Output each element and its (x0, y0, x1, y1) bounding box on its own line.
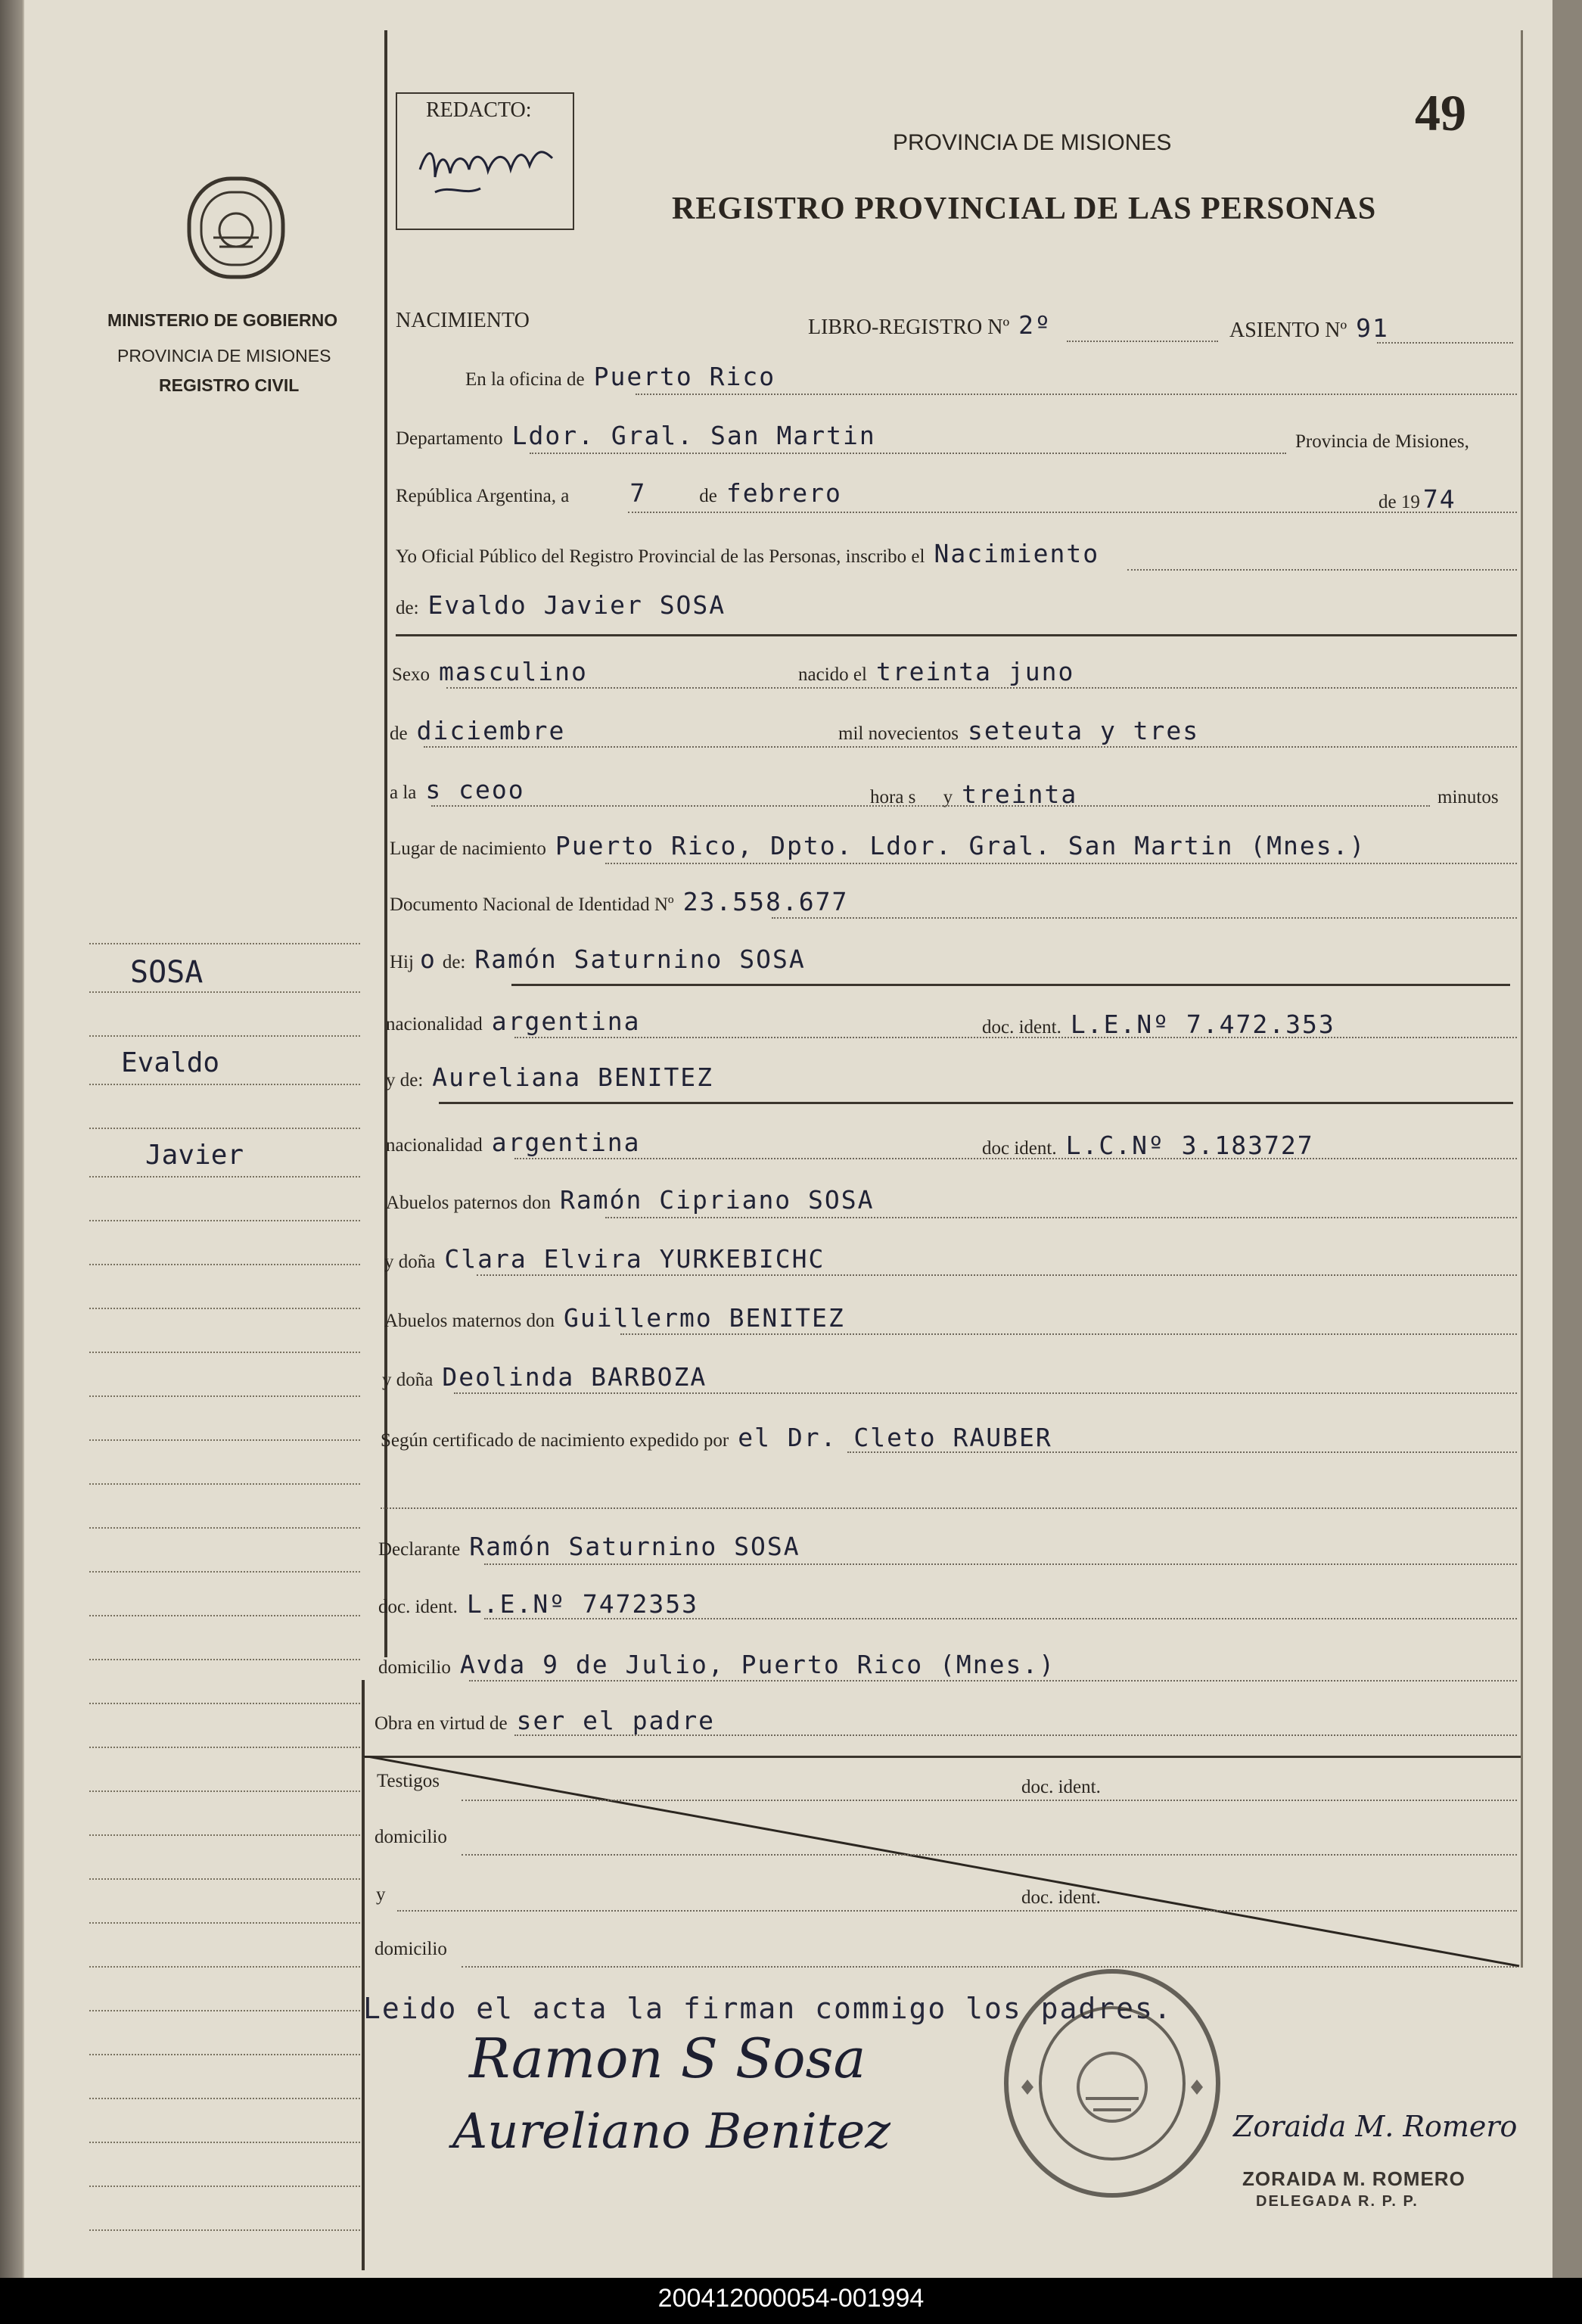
abuela-pat-value: Clara Elvira YURKEBICHC (444, 1244, 825, 1274)
dia-value: 7 (629, 478, 647, 508)
nacido-label: nacido el (798, 664, 867, 685)
sexo-value: masculino (439, 657, 588, 686)
row-declarante-doc (378, 1589, 707, 1619)
hora-line (431, 805, 1430, 807)
nacido-value: treinta juno (875, 657, 1075, 686)
row-certificado (381, 1423, 1061, 1452)
binder-edge (0, 0, 23, 2278)
sexo-line (446, 687, 1517, 689)
dni-value: 23.558.677 (682, 887, 849, 916)
row-madre-nac (386, 1128, 650, 1157)
declarante-value: Ramón Saturnino SOSA (469, 1532, 800, 1561)
column-divider (384, 30, 387, 1657)
oficial-line (1127, 569, 1517, 571)
row-lugar (390, 831, 1375, 860)
margin-line (89, 2054, 360, 2055)
certificado-value: el Dr. Cleto RAUBER (738, 1423, 1052, 1452)
ministry-line1: MINISTERIO DE GOBIERNO (107, 310, 338, 330)
row-libro (808, 310, 1061, 340)
ydona-label-2: y doña (382, 1370, 434, 1390)
novecientos-label: mil novecientos (838, 723, 959, 744)
redacto-label: REDACTO: (426, 98, 532, 122)
row-domicilio (378, 1650, 1065, 1679)
y2-line (397, 1910, 1517, 1912)
margin-line (89, 1220, 360, 1221)
oficial-value: Nacimiento (934, 539, 1100, 568)
margin-line (89, 2142, 360, 2143)
domicilio-label: domicilio (378, 1657, 451, 1678)
anio-value: 74 (1422, 484, 1456, 514)
lugar-label: Lugar de nacimiento (390, 838, 546, 859)
asiento-label: ASIENTO Nº (1229, 319, 1347, 342)
domicilio3-line (462, 1966, 1517, 1968)
padre-doc-wrap (982, 1010, 1344, 1039)
asiento-value: 91 (1356, 313, 1389, 343)
certificado-line (847, 1451, 1517, 1453)
minutos-label: minutos (1437, 787, 1499, 807)
nac-label: nacionalidad (386, 1014, 483, 1034)
margin-line (89, 2010, 360, 2011)
margin-line (89, 1035, 360, 1037)
docident3-label: doc. ident. (378, 1597, 458, 1617)
domicilio-value: Avda 9 de Julio, Puerto Rico (Mnes.) (459, 1650, 1056, 1679)
de3-label: de (390, 723, 408, 744)
row-abuelo-mat (384, 1303, 854, 1333)
hijo-label: Hij (390, 952, 414, 972)
row-domicilio3 (375, 1939, 447, 1960)
testigos-line (462, 1800, 1517, 1801)
yde-label: y de: (386, 1070, 424, 1090)
redacto-box (396, 92, 574, 230)
row-fecha (396, 478, 851, 508)
abuelos-pat-label: Abuelos paternos don (386, 1193, 552, 1213)
lugar-value: Puerto Rico, Dpto. Ldor. Gral. San Martin (Mnes.) (555, 831, 1366, 860)
republica-label: República Argentina, a (396, 486, 570, 506)
margin-line (89, 1395, 360, 1397)
margin-line (89, 1790, 360, 1792)
margin-line (89, 1352, 360, 1353)
madre-doc-value: L.C.Nº 3.183727 (1065, 1131, 1314, 1160)
margin-line (89, 2098, 360, 2099)
official-role-stamp: DELEGADA R. P. P. (1256, 2193, 1419, 2210)
abuela-pat-line (477, 1274, 1517, 1276)
fecha-line (628, 512, 1517, 513)
margin-apellido: SOSA (130, 955, 204, 990)
padre-value: Ramón Saturnino SOSA (474, 944, 806, 974)
testigos-doc-wrap (1021, 1777, 1101, 1798)
domicilio3-label: domicilio (375, 1939, 447, 1959)
dni-line (772, 917, 1517, 919)
margin-line (89, 991, 360, 993)
nac-label-2: nacionalidad (386, 1135, 483, 1156)
y2-doc-wrap (1021, 1887, 1101, 1909)
mes-nac-value: diciembre (416, 716, 566, 745)
margin-line (89, 1439, 360, 1441)
margin-line (89, 1176, 360, 1178)
margin-line (89, 1571, 360, 1573)
margin-line (89, 1527, 360, 1529)
oficina-value: Puerto Rico (593, 362, 776, 391)
obra-value: ser el padre (516, 1706, 716, 1735)
domicilio-line (469, 1680, 1517, 1682)
horas-label: hora s (870, 787, 916, 807)
margin-line (89, 1128, 360, 1129)
de2-label: de: (396, 598, 419, 618)
margin-line (89, 1659, 360, 1660)
row-mes-nac (390, 716, 574, 745)
abuelos-mat-label: Abuelos maternos don (384, 1311, 555, 1331)
margin-line (89, 1922, 360, 1924)
signature-official: Zoraida M. Romero (1233, 2110, 1518, 2143)
oficial-label: Yo Oficial Público del Registro Provincial de las Personas, inscribo el (396, 546, 925, 567)
row-hijo (390, 944, 815, 974)
row-testigos (377, 1771, 440, 1792)
footer-code: 200412000054-001994 (657, 2284, 925, 2313)
madre-doc-wrap (982, 1131, 1323, 1160)
row-nombre (396, 590, 735, 620)
ydona-label: y doña (384, 1252, 436, 1272)
padre-underline (511, 984, 1510, 986)
madre-nac-value: argentina (491, 1128, 641, 1157)
row-domicilio2 (375, 1827, 447, 1848)
padre-nac-value: argentina (491, 1006, 641, 1036)
hijo-suffix: o (419, 944, 437, 974)
row-abuelo-pat (386, 1185, 884, 1215)
margin-line (89, 1308, 360, 1309)
abuelo-pat-line (605, 1217, 1517, 1218)
obra-label: Obra en virtud de (375, 1713, 508, 1734)
asiento-line (1377, 342, 1513, 344)
margin-line (89, 1878, 360, 1880)
row-asiento (1229, 313, 1398, 343)
row-abuela-pat (384, 1244, 834, 1274)
declarante-doc-value: L.E.Nº 7472353 (466, 1589, 698, 1619)
abuelo-mat-value: Guillermo BENITEZ (563, 1303, 845, 1333)
docident-label: doc. ident. (982, 1017, 1061, 1038)
redacto-signature (412, 124, 564, 207)
row-oficina (465, 362, 785, 391)
signature-father: Ramon S Sosa (469, 2027, 866, 2090)
record-type: NACIMIENTO (396, 309, 530, 332)
anio-wrap (1378, 484, 1459, 514)
provincial-seal-icon (176, 163, 297, 285)
hora-value: s ceoo (425, 775, 525, 804)
dni-label: Documento Nacional de Identidad Nº (390, 894, 674, 915)
anio-label: de 19 (1378, 492, 1420, 512)
certificado-line-2 (381, 1507, 1517, 1509)
madre-value: Aureliana BENITEZ (432, 1062, 714, 1092)
nombre-value: Evaldo Javier SOSA (427, 590, 726, 620)
margin-line (89, 943, 360, 944)
abuela-mat-value: Deolinda BARBOZA (442, 1362, 707, 1392)
docident5-label: doc. ident. (1021, 1887, 1101, 1908)
domicilio2-line (462, 1854, 1517, 1856)
margin-line (89, 2229, 360, 2231)
novecientos-value: seteuta y tres (968, 716, 1200, 745)
signature-mother: Aureliano Benitez (452, 2104, 890, 2160)
margin-nombre2: Javier (145, 1140, 244, 1171)
abuelo-pat-value: Ramón Cipriano SOSA (560, 1185, 875, 1215)
margin-line (89, 1084, 360, 1085)
ministry-line3: REGISTRO CIVIL (159, 375, 300, 395)
provincia-label: Provincia de Misiones, (1295, 431, 1469, 452)
margin-line (89, 1747, 360, 1748)
ministry-line2: PROVINCIA DE MISIONES (117, 346, 331, 366)
testigos-label: Testigos (377, 1771, 440, 1791)
row-sexo (392, 657, 597, 686)
domicilio2-label: domicilio (375, 1827, 447, 1847)
oficina-line (636, 394, 1517, 395)
provincia-label-wrap (1295, 431, 1469, 453)
docident4-label: doc. ident. (1021, 1777, 1101, 1797)
margin-line (89, 1615, 360, 1616)
mes-nac-line (424, 746, 1517, 748)
margin-nombre1: Evaldo (121, 1047, 220, 1078)
row-hora (390, 775, 534, 804)
official-stamp-icon (999, 1966, 1226, 2201)
margin-line (89, 1834, 360, 1836)
margin-line (89, 1966, 360, 1968)
row-dni (390, 887, 857, 916)
madre-underline (439, 1102, 1513, 1104)
de-label: de (699, 486, 717, 506)
page-number: 49 (1415, 84, 1466, 142)
row-padre-nac (386, 1006, 650, 1036)
ala-label: a la (390, 782, 417, 803)
row-declarante (378, 1532, 810, 1561)
row-nacimiento (396, 309, 530, 333)
novecientos-wrap (838, 716, 1208, 745)
margin-line (89, 1264, 360, 1265)
closing-note: Leido el acta la firman commigo los padres. (363, 1992, 1173, 2025)
row-obra (375, 1706, 724, 1735)
y2-label: y (376, 1884, 386, 1905)
departamento-label: Departamento (396, 428, 503, 449)
abuela-mat-line (454, 1392, 1517, 1394)
madre-nac-line (514, 1158, 1517, 1159)
nombre-underline (396, 634, 1517, 636)
nacido-wrap (798, 657, 1083, 686)
certificado-label: Según certificado de nacimiento expedido por (381, 1430, 729, 1451)
margin-line (89, 1483, 360, 1485)
margin-line (89, 1703, 360, 1704)
lugar-line (605, 863, 1517, 864)
margin-line (89, 2186, 360, 2187)
header-province: PROVINCIA DE MISIONES (893, 130, 1172, 155)
row-abuela-mat (382, 1362, 716, 1392)
minutos-value: treinta (962, 779, 1078, 809)
y-label: y (943, 787, 953, 807)
padre-doc-value: L.E.Nº 7.472.353 (1070, 1010, 1335, 1039)
abuelo-mat-line (620, 1333, 1517, 1335)
departamento-value: Ldor. Gral. San Martin (511, 421, 876, 450)
obra-line (514, 1734, 1517, 1736)
row-y2 (376, 1884, 386, 1906)
right-border (1521, 30, 1523, 1968)
declarante-doc-line (484, 1618, 1517, 1619)
padre-nac-line (514, 1037, 1517, 1038)
row-madre (386, 1062, 723, 1092)
sexo-label: Sexo (392, 664, 430, 685)
header-registry: REGISTRO PROVINCIAL DE LAS PERSONAS (672, 191, 1377, 226)
hijo-de-label: de: (442, 952, 466, 972)
docident2-label: doc ident. (982, 1138, 1057, 1159)
official-name-stamp: ZORAIDA M. ROMERO (1242, 2167, 1465, 2190)
oficina-label: En la oficina de (465, 369, 585, 390)
libro-line (1067, 341, 1218, 342)
libro-label: LIBRO-REGISTRO Nº (808, 316, 1010, 339)
row-oficial (396, 539, 1108, 568)
declarante-label: Declarante (378, 1539, 461, 1560)
declarante-line (484, 1563, 1517, 1565)
row-departamento (396, 421, 885, 450)
mes-value: febrero (726, 478, 842, 508)
testigos-diagonal-strike (363, 1756, 1521, 1968)
departamento-line (530, 453, 1286, 454)
libro-value: 2º (1018, 310, 1052, 340)
minutos-wrap (1437, 787, 1499, 808)
